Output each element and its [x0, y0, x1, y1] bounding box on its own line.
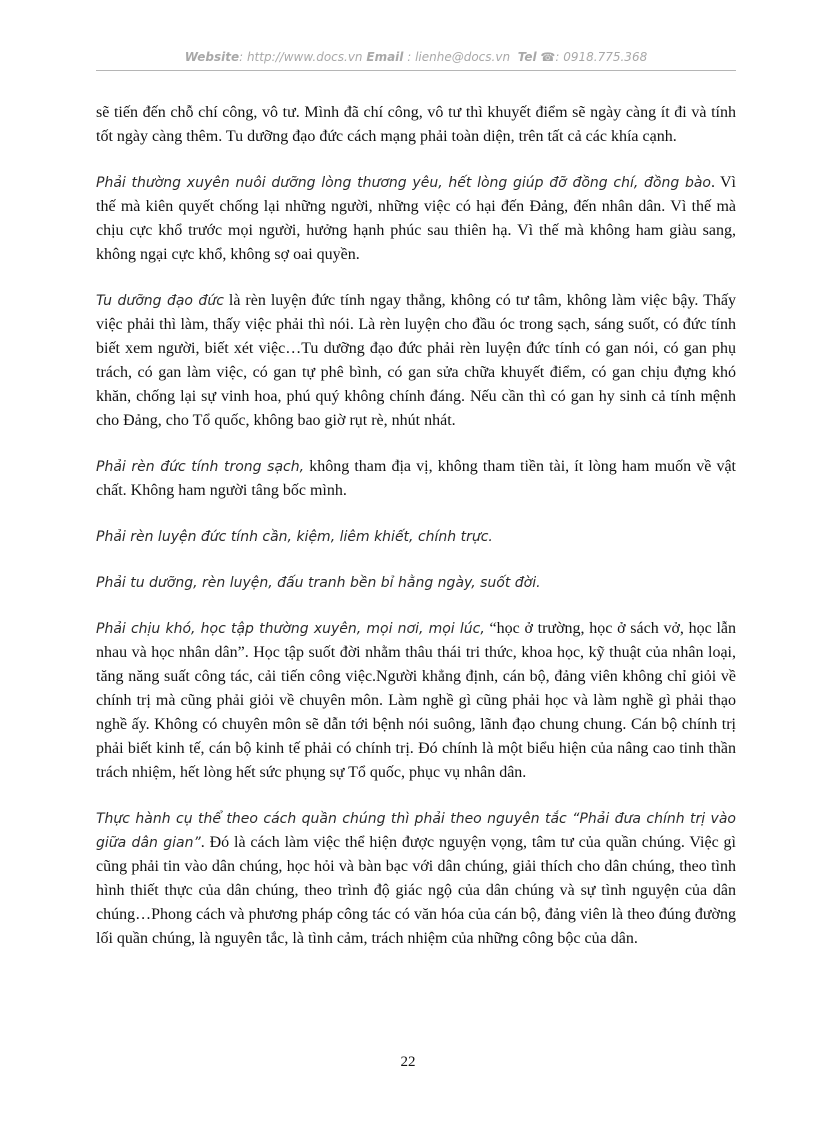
paragraph: [96, 807, 736, 951]
page-header: [96, 50, 736, 64]
page-number: 22: [400, 1054, 416, 1070]
header-divider: [96, 70, 736, 71]
email-value: : lienhe@docs.vn: [403, 50, 511, 64]
website-label: Website: [184, 50, 240, 64]
paragraph: [96, 571, 736, 595]
email-label: Email: [366, 50, 404, 64]
phone-icon: ☎: [540, 50, 556, 64]
paragraph-text: sẽ tiến đến chỗ chí công, vô tư. Mình đã chí công, vô tư thì khuyết điểm sẽ ngày càng ít đi và tính tốt ngày càng thêm. Tu dưỡng đạo đức cách mạng phải toàn diện, trên tất cả các khía cạnh.: [96, 104, 736, 145]
paragraph: [96, 455, 736, 503]
tel-label: Tel: [517, 50, 537, 64]
paragraph-text: . Vì thế mà kiên quyết chống lại những người, những việc có hại đến Đảng, đến nhân dân. Vì thế mà chịu cực khổ trước mọi người, hưởng hạnh phúc sau thiên hạ. Vì thế mà không ham giàu sang, không ngại cực khổ, không sợ oai quyền.: [96, 174, 736, 263]
paragraph-lead: Phải rèn đức tính trong sạch,: [96, 459, 305, 475]
paragraph-lead: Phải chịu khó, học tập thường xuyên, mọi nơi, mọi lúc,: [96, 621, 485, 637]
paragraph: [96, 525, 736, 549]
paragraph-lead: Phải thường xuyên nuôi dưỡng lòng thương yêu, hết lòng giúp đỡ đồng chí, đồng bào: [96, 175, 711, 191]
paragraph-text: không tham địa vị, không tham tiền tài, ít lòng ham muốn về vật chất. Không ham người tâng bốc mình.: [96, 458, 736, 499]
document-body: [96, 101, 736, 973]
paragraph-lead: Thực hành cụ thể theo cách quần chúng thì phải theo nguyên tắc “Phải đưa chính trị vào giữa dân gian”: [96, 811, 736, 851]
paragraph-text: là rèn luyện đức tính ngay thẳng, không có tư tâm, không làm việc bậy. Thấy việc phải thì làm, thấy việc phải thì nói. Là rèn luyện cho đầu óc trong sạch, sáng suốt, có đức tính biết xem người, biết xét việc…Tu dưỡng đạo đức phải rèn luyện đức tính có gan nói, có gan phụ trách, có gan làm việc, có gan tự phê bình, có gan sửa chữa khuyết điểm, có gan chịu đựng khó khăn, chống lại sự vinh hoa, phú quý không chính đáng. Nếu cần thì có gan hy sinh cả tính mệnh cho Đảng, cho Tổ quốc, không bao giờ rụt rè, nhút nhát.: [96, 292, 736, 429]
paragraph: [96, 171, 736, 267]
paragraph-text: “học ở trường, học ở sách vở, học lẫn nhau và học nhân dân”. Học tập suốt đời nhằm thâu thái tri thức, khoa học, kỹ thuật của nhân loại, tăng năng suất công tác, cải tiến công việc.Người khẳng định, cán bộ, đảng viên không chỉ giỏi về chính trị mà cũng phải giỏi về chuyên môn. Làm nghề gì cũng phải học và làm nghề gì phải thạo nghề ấy. Không có chuyên môn sẽ dẫn tới bệnh nói suông, lãnh đạo chung chung. Cán bộ chính trị phải biết kinh tế, cán bộ kinh tế phải có chính trị. Đó chính là một biểu hiện của nâng cao tinh thần trách nhiệm, hết lòng hết sức phụng sự Tổ quốc, phục vụ nhân dân.: [96, 620, 737, 781]
paragraph: [96, 289, 736, 433]
paragraph-lead: Phải tu dưỡng, rèn luyện, đấu tranh bền bỉ hằng ngày, suốt đời.: [96, 575, 541, 591]
paragraph-text: . Đó là cách làm việc thể hiện được nguyện vọng, tâm tư của quần chúng. Việc gì cũng phải tin vào dân chúng, học hỏi và bàn bạc với dân chúng, giải thích cho dân chúng, theo tình hình thiết thực của dân chúng, theo trình độ giác ngộ của dân chúng và sự tình nguyện của dân chúng…Phong cách và phương pháp công tác có văn hóa của cán bộ, đảng viên là theo đúng đường lối quần chúng, là nguyên tắc, là tình cảm, trách nhiệm của những công bộc của dân.: [96, 834, 736, 947]
paragraph: [96, 101, 736, 149]
paragraph-lead: Phải rèn luyện đức tính cần, kiệm, liêm khiết, chính trực.: [96, 529, 493, 545]
tel-value: : 0918.775.368: [555, 50, 648, 64]
paragraph: [96, 617, 736, 785]
paragraph-lead: Tu dưỡng đạo đức: [96, 293, 224, 309]
website-value: : http://www.docs.vn: [239, 50, 363, 64]
